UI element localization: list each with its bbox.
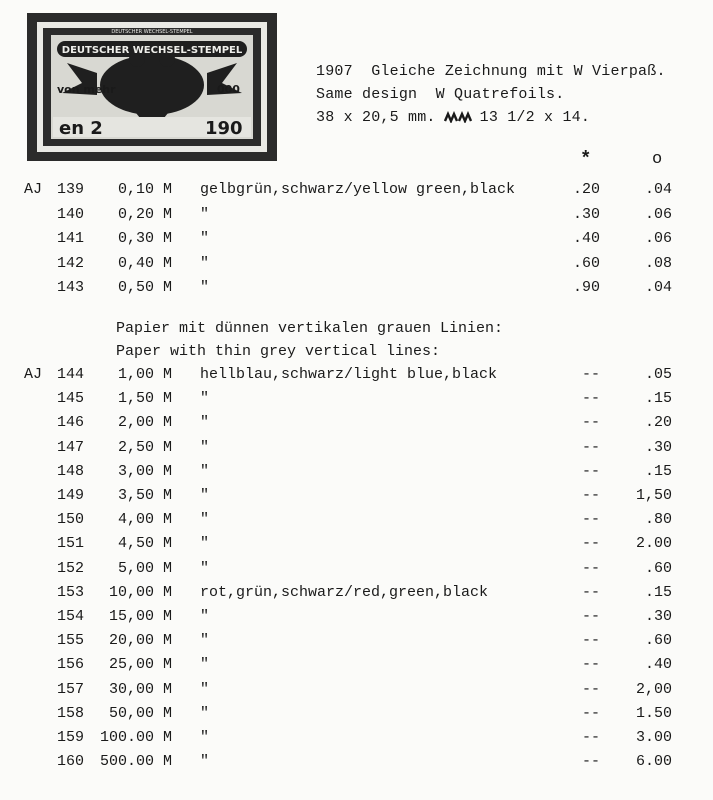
face-value: 4,50 M	[117, 535, 172, 553]
used-price: .60	[644, 559, 672, 577]
catalog-number: 142	[56, 254, 84, 272]
color-description: "	[200, 632, 210, 650]
issue-header	[316, 60, 666, 129]
mint-price: --	[581, 632, 600, 650]
mint-price: --	[581, 438, 600, 456]
used-price: 1.50	[635, 704, 672, 722]
mint-price: --	[581, 535, 600, 553]
face-value: 3,00 M	[117, 462, 172, 480]
mint-price: --	[581, 729, 600, 746]
face-value: 4,00 M	[117, 511, 172, 529]
mint-price: --	[581, 656, 600, 674]
used-price: .06	[644, 205, 672, 223]
paper-note-german: Papier mit dünnen vertikalen grauen Linien:	[116, 320, 504, 337]
stamp-size: 38 x 20,5 mm.	[316, 109, 436, 126]
paper-note-english: Paper with thin grey vertical lines:	[116, 343, 441, 360]
mint-price: --	[581, 511, 600, 529]
used-price: 2.00	[635, 535, 672, 553]
mint-price: --	[581, 753, 600, 771]
color-description: "	[200, 511, 210, 529]
catalog-number: 151	[56, 535, 84, 553]
color-description: "	[200, 438, 210, 456]
catalog-number: 152	[56, 559, 84, 577]
used-price: 2,00	[635, 680, 672, 698]
used-price: .40	[644, 656, 672, 674]
face-value: 0,50 M	[117, 279, 172, 296]
mint-price: --	[581, 704, 600, 722]
color-description: "	[200, 279, 210, 296]
mint-price: .90	[572, 279, 600, 296]
color-description: "	[200, 704, 210, 722]
color-description: "	[200, 535, 210, 553]
color-description: "	[200, 254, 210, 272]
face-value: 15,00 M	[108, 608, 172, 625]
mint-price: --	[581, 390, 600, 408]
color-description: "	[200, 230, 210, 247]
mint-price: --	[581, 559, 600, 577]
used-price: .60	[644, 632, 672, 650]
header-line-english: Same design W Quatrefoils.	[316, 86, 565, 103]
header-line-size-perf	[316, 106, 666, 129]
mint-price: --	[581, 462, 600, 480]
used-price: .04	[644, 181, 672, 198]
used-price: 1,50	[635, 487, 672, 504]
mint-price: --	[581, 583, 600, 601]
stamp-left-value: von mehr	[57, 83, 116, 96]
catalog-number: 156	[56, 656, 84, 674]
catalog-number: 157	[56, 680, 84, 698]
perforation-icon	[444, 111, 474, 123]
face-value: 2,50 M	[117, 438, 172, 456]
used-price: .15	[644, 390, 672, 408]
mint-price: --	[581, 366, 600, 383]
color-description: "	[200, 656, 210, 674]
used-column-symbol: o	[652, 150, 663, 169]
color-description: rot,grün,schwarz/red,green,black	[200, 583, 489, 601]
header-line-german: 1907 Gleiche Zeichnung mit W Vierpaß.	[316, 63, 666, 80]
used-price: .08	[644, 254, 672, 272]
stamp-border-text: DEUTSCHER WECHSEL-STEMPEL	[111, 29, 193, 35]
face-value: 1,00 M	[117, 366, 172, 383]
catalog-number: 148	[56, 462, 84, 480]
mint-price: --	[581, 680, 600, 698]
catalog-number: 141	[56, 230, 84, 247]
catalog-number: 153	[56, 583, 84, 601]
face-value: 2,00 M	[117, 414, 172, 432]
face-value: 30,00 M	[108, 680, 172, 698]
mint-price: .30	[572, 205, 600, 223]
mint-price: --	[581, 487, 600, 504]
color-description: "	[200, 462, 210, 480]
color-description: "	[200, 487, 210, 504]
face-value: 5,00 M	[117, 559, 172, 577]
stamp-right-value: 000	[217, 83, 240, 96]
mint-price: --	[581, 414, 600, 432]
color-description: gelbgrün,schwarz/yellow green,black	[200, 181, 516, 198]
perforation-value: 13 1/2 x 14.	[479, 109, 591, 126]
used-price: .15	[644, 462, 672, 480]
stamp-image	[27, 13, 277, 161]
used-price: .05	[644, 366, 672, 383]
used-price: .06	[644, 230, 672, 247]
color-description: "	[200, 414, 210, 432]
mint-price: .20	[572, 181, 600, 198]
used-price: .15	[644, 583, 672, 601]
face-value: 25,00 M	[108, 656, 172, 674]
used-price: 6.00	[635, 753, 672, 771]
catalog-number: 160	[56, 753, 84, 771]
face-value: 0,40 M	[117, 254, 172, 272]
catalog-number: 139	[56, 181, 84, 198]
used-price: .30	[644, 438, 672, 456]
face-value: 100.00 M	[99, 729, 172, 746]
face-value: 3,50 M	[117, 487, 172, 504]
used-price: .20	[644, 414, 672, 432]
face-value: 10,00 M	[108, 583, 172, 601]
catalog-number: 146	[56, 414, 84, 432]
catalog-number: 150	[56, 511, 84, 529]
face-value: 0,30 M	[117, 230, 172, 247]
mint-price: .40	[572, 230, 600, 247]
catalog-number: 155	[56, 632, 84, 650]
catalog-number: 154	[56, 608, 84, 625]
catalog-prefix: AJ	[24, 181, 43, 198]
color-description: "	[200, 680, 210, 698]
used-price: .30	[644, 608, 672, 625]
catalog-number: 145	[56, 390, 84, 408]
used-price: 3.00	[635, 729, 672, 746]
face-value: 20,00 M	[108, 632, 172, 650]
mint-column-symbol: *	[580, 148, 592, 170]
mint-price: .60	[572, 254, 600, 272]
color-description: "	[200, 559, 210, 577]
color-description: hellblau,schwarz/light blue,black	[200, 366, 498, 383]
catalog-number: 159	[56, 729, 84, 746]
stamp-illustration	[27, 13, 277, 161]
color-description: "	[200, 729, 210, 746]
catalog-number: 144	[56, 366, 84, 383]
catalog-number: 149	[56, 487, 84, 504]
color-description: "	[200, 608, 210, 625]
catalog-prefix: AJ	[24, 366, 43, 383]
stamp-bottom-right: 190	[205, 118, 243, 139]
color-description: "	[200, 390, 210, 408]
face-value: 0,10 M	[117, 181, 172, 198]
face-value: 50,00 M	[108, 704, 172, 722]
color-description: "	[200, 205, 210, 223]
used-price: .80	[644, 511, 672, 529]
catalog-number: 147	[56, 438, 84, 456]
catalog-number: 140	[56, 205, 84, 223]
stamp-top-text: DEUTSCHER WECHSEL-STEMPEL	[61, 45, 243, 56]
color-description: "	[200, 753, 210, 771]
stamp-bottom-left: en 2	[59, 118, 103, 139]
mint-price: --	[581, 608, 600, 625]
catalog-number: 143	[56, 279, 84, 296]
catalog-number: 158	[56, 704, 84, 722]
face-value: 500.00 M	[99, 753, 172, 771]
face-value: 0,20 M	[117, 205, 172, 223]
face-value: 1,50 M	[117, 390, 172, 408]
used-price: .04	[644, 279, 672, 296]
